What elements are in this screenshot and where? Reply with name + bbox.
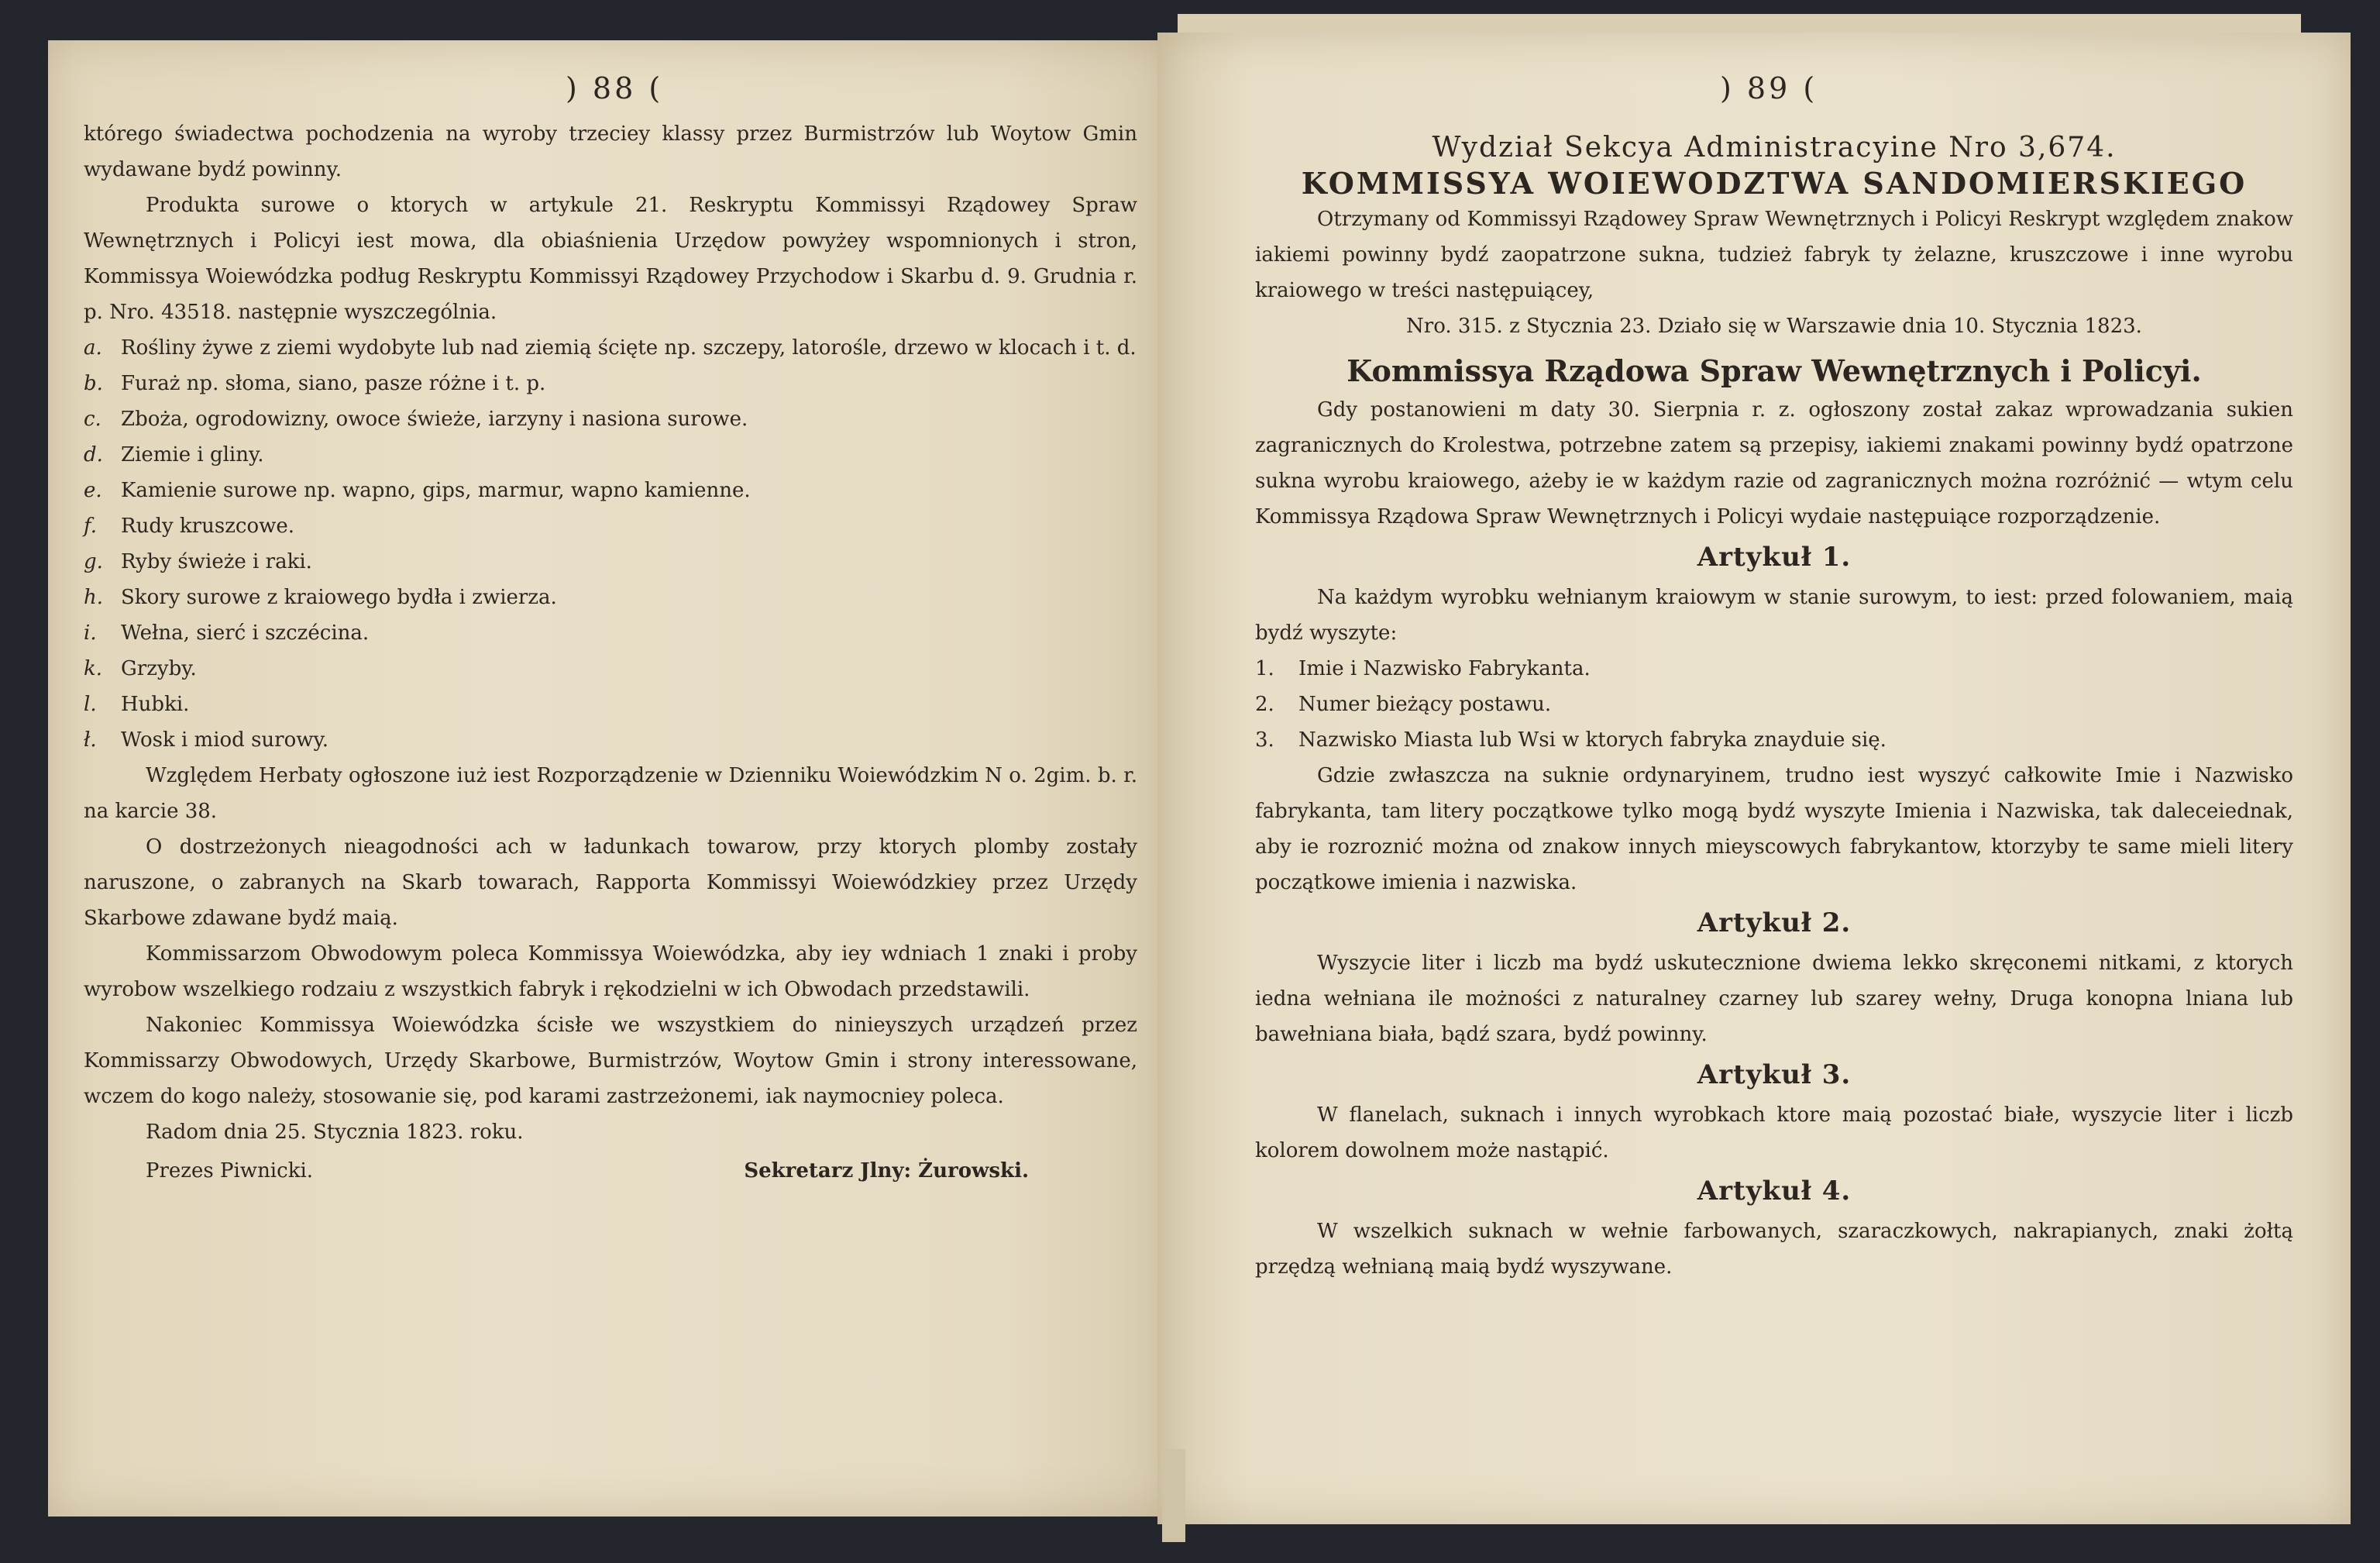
section-header: Wydział Sekcya Administracyine Nro 3,674.: [1432, 132, 2117, 164]
list-mark: l.: [84, 693, 97, 716]
list-text: Furaż np. słoma, siano, pasze różne i t. p.: [121, 372, 546, 395]
right-page-text: [1255, 124, 2293, 1285]
list-text: Wosk i miod surowy.: [121, 728, 329, 752]
list-text: Zboża, ogrodowizny, owoce świeże, iarzyny i nasiona surowe.: [121, 408, 748, 431]
page-number-left: ) 88 (: [566, 71, 664, 105]
article-title: Artykuł 2.: [1697, 907, 1852, 938]
list-text: Grzyby.: [121, 657, 197, 680]
paragraph: Kommissarzom Obwodowym poleca Kommissya Woiewódzka, aby iey wdniach 1 znaki i proby wyrobow wszelkiego rodzaiu z wszystkich fabryk i rękodzielni w ich Obwodach przedstawili.: [84, 942, 1137, 1001]
paragraph: Na każdym wyrobku wełnianym kraiowym w stanie surowym, to iest: przed folowaniem, maią bydź wyszyte:: [1255, 586, 2293, 645]
list-mark: i.: [84, 621, 97, 645]
list-item: [84, 330, 1137, 366]
list-item: [84, 687, 1137, 722]
paragraph: Wyszycie liter i liczb ma bydź uskutecznione dwiema lekko skręconemi nitkami, z ktorych iedna wełniana ile możności z naturalney czarney lub szarey wełny, Druga konopna lniana lub bawełniana biała, bądź szara, bydź powinny.: [1255, 952, 2293, 1046]
list-text: Rośliny żywe z ziemi wydobyte lub nad ziemią ścięte np. szczepy, latorośle, drzewo w klocach i t. d.: [121, 336, 1137, 360]
paragraph: Produkta surowe o ktorych w artykule 21. Reskryptu Kommissyi Rządowey Spraw Wewnętrznych i Policyi iest mowa, dla obiaśnienia Urzędow powyżey wspomnionych i stron, Kommissya Woiewódzka podług Reskryptu Kommissyi Rządowey Przychodow i Skarbu d. 9. Grudnia r. p. Nro. 43518. następnie wyszczególnia.: [84, 194, 1137, 324]
commission-title: KOMMISSYA WOIEWODZTWA SANDOMIERSKIEGO: [1301, 166, 2248, 201]
list-item: [84, 580, 1137, 615]
list-mark: h.: [84, 586, 104, 609]
paragraph: O dostrzeżonych nieagodności ach w ładunkach towarow, przy ktorych plomby zostały naruszone, o zabranych na Skarb towarach, Rapporta Kommissyi Woiewódzkiey przez Urzędy Skarbowe zdawane bydź maią.: [84, 835, 1137, 930]
article-list: [1255, 651, 2293, 758]
list-text: Skory surowe z kraiowego bydła i zwierza.: [121, 586, 557, 609]
list-item: [84, 615, 1137, 651]
article-title: Artykuł 3.: [1697, 1059, 1852, 1090]
list-item: [84, 437, 1137, 473]
list-text: Hubki.: [121, 693, 190, 716]
paragraph: W wszelkich suknach w wełnie farbowanych, szaraczkowych, nakrapianych, znaki żołtą przędzą wełnianą maią bydź wyszywane.: [1255, 1220, 2293, 1279]
paragraph: Gdzie zwłaszcza na suknie ordynaryinem, trudno iest wyszyć całkowite Imie i Nazwisko fabrykanta, tam litery początkowe tylko mogą bydź wyszyte Imienia i Nazwiska, tak daleceiednak, aby ie rozroznić można od znakow innych mieyscowych fabrykantow, ktorzyby te same mieli litery początkowe imienia i nazwiska.: [1255, 764, 2293, 894]
list-mark: b.: [84, 372, 103, 395]
closing-date: Radom dnia 25. Stycznia 1823. roku.: [146, 1121, 524, 1144]
list-text: Rudy kruszcowe.: [121, 515, 295, 538]
list-mark: f.: [84, 515, 97, 538]
signature-president: Prezes Piwnicki.: [146, 1159, 314, 1183]
book-spine: [1162, 1449, 1185, 1542]
list-text: Ryby świeże i raki.: [121, 550, 312, 573]
list-text: Nazwisko Miasta lub Wsi w ktorych fabryka znayduie się.: [1298, 728, 1886, 752]
list-item: [84, 722, 1137, 758]
product-list: [84, 330, 1137, 758]
list-item: [84, 508, 1137, 544]
list-item: [84, 366, 1137, 401]
list-text: Wełna, sierć i szczécina.: [121, 621, 370, 645]
list-mark: g.: [84, 550, 103, 573]
list-text: Imie i Nazwisko Fabrykanta.: [1298, 657, 1591, 680]
ministry-title: Kommissya Rządowa Spraw Wewnętrznych i Policyi.: [1346, 353, 2202, 388]
list-mark: ł.: [84, 728, 97, 752]
list-item: [1255, 722, 2293, 758]
list-mark: k.: [84, 657, 103, 680]
paragraph: Nakoniec Kommissya Woiewódzka ścisłe we wszystkiem do ninieyszych urządzeń przez Kommissarzy Obwodowych, Urzędy Skarbowe, Burmistrzów, Woytow Gmin i strony interessowane, wczem do kogo należy, stosowanie się, pod karami zastrzeżonemi, iak naymocniey poleca.: [84, 1014, 1137, 1108]
list-mark: 3.: [1255, 728, 1274, 752]
list-mark: e.: [84, 479, 102, 502]
list-text: Numer bieżący postawu.: [1298, 693, 1552, 716]
signatures: [84, 1153, 1137, 1189]
article-title: Artykuł 4.: [1697, 1176, 1852, 1207]
list-mark: 1.: [1255, 657, 1274, 680]
list-mark: c.: [84, 408, 101, 431]
list-mark: d.: [84, 443, 103, 466]
left-page-text: [84, 116, 1137, 1189]
paragraph: W flanelach, suknach i innych wyrobkach ktore maią pozostać białe, wyszycie liter i liczb kolorem dowolnem może nastąpić.: [1255, 1103, 2293, 1162]
paragraph: Względem Herbaty ogłoszone iuż iest Rozporządzenie w Dzienniku Woiewódzkim N o. 2gim. b. r. na karcie 38.: [84, 764, 1137, 823]
list-item: [84, 651, 1137, 687]
list-text: Kamienie surowe np. wapno, gips, marmur, wapno kamienne.: [121, 479, 751, 502]
list-mark: a.: [84, 336, 102, 360]
page-number-right: ) 89 (: [1720, 71, 1818, 105]
paragraph: Otrzymany od Kommissyi Rządowey Spraw Wewnętrznych i Policyi Reskrypt względem znakow iakiemi powinny bydź zaopatrzone sukna, tudzież fabryk ty żelazne, kruszczowe i inne wyrobu kraiowego w treści następuiącey,: [1255, 208, 2293, 302]
list-item: [1255, 651, 2293, 687]
list-item: [1255, 687, 2293, 722]
list-item: [84, 473, 1137, 508]
list-mark: 2.: [1255, 693, 1274, 716]
decree-line: Nro. 315. z Stycznia 23. Działo się w Warszawie dnia 10. Stycznia 1823.: [1406, 315, 2142, 338]
paragraph: którego świadectwa pochodzenia na wyroby trzeciey klassy przez Burmistrzów lub Woytow Gmin wydawane bydź powinny.: [84, 122, 1137, 181]
article-title: Artykuł 1.: [1697, 542, 1852, 573]
paragraph: Gdy postanowieni m daty 30. Sierpnia r. z. ogłoszony został zakaz wprowadzania sukien zagranicznych do Krolestwa, potrzebne zatem są przepisy, iakiemi znakami powinny bydź opatrzone sukna wyrobu kraiowego, ażeby ie w każdym razie od zagranicznych można rozróżnić — wtym celu Kommissya Rządowa Spraw Wewnętrznych i Policyi wydaie następuiące rozporządzenie.: [1255, 398, 2293, 528]
list-item: [84, 401, 1137, 437]
list-text: Ziemie i gliny.: [121, 443, 264, 466]
list-item: [84, 544, 1137, 580]
signature-secretary: Sekretarz Jlny: Żurowski.: [744, 1159, 1029, 1183]
